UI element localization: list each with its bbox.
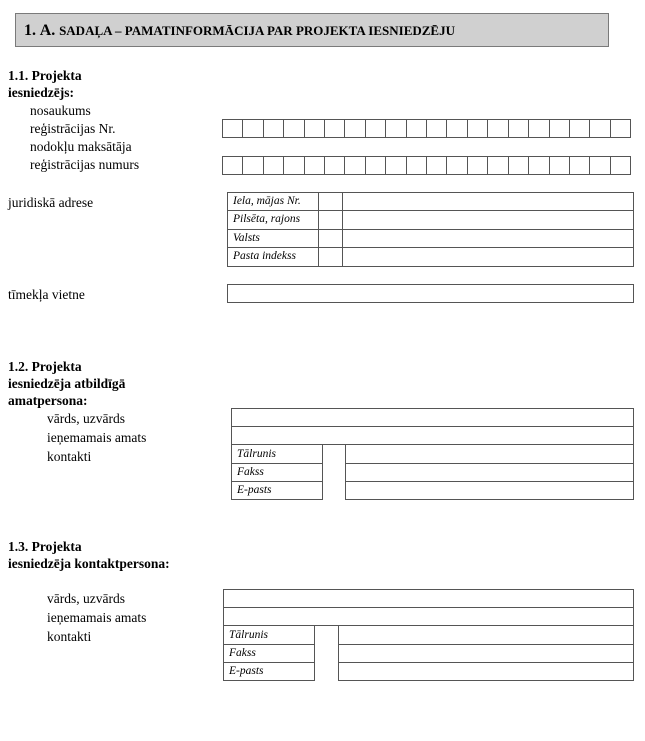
section-header-title xyxy=(24,22,455,40)
contact-row-epasts-1-3: E-pasts xyxy=(229,665,264,677)
amats-1-3-input[interactable] xyxy=(224,608,633,625)
contact-row-talrunis-1-3: Tālrunis xyxy=(229,629,268,641)
section-header xyxy=(15,13,609,47)
contact-row-epasts-1-2: E-pasts xyxy=(237,484,272,496)
address-iela-input[interactable] xyxy=(343,193,633,210)
header-title: SADAĻA – PAMATINFORMĀCIJA PAR PROJEKTA IESNIEDZĒJU xyxy=(59,23,455,38)
address-row-iela: Iela, mājas Nr. xyxy=(233,195,301,207)
section-1-1-heading-line2: iesniedzējs: xyxy=(8,85,74,100)
label-kontakti-1-3: kontakti xyxy=(47,629,92,644)
talrunis-1-3-input[interactable] xyxy=(339,626,633,644)
label-timekla-vietne: tīmekļa vietne xyxy=(8,287,85,302)
label-vards-uzvards-1-3: vārds, uzvārds xyxy=(47,591,125,606)
reg-nr-char-grid[interactable] xyxy=(222,119,631,138)
contact-row-fakss-1-2: Fakss xyxy=(237,466,264,478)
contact-row-fakss-1-3: Fakss xyxy=(229,647,256,659)
amats-1-2-input[interactable] xyxy=(232,427,633,444)
label-nodoklu-line2: reģistrācijas numurs xyxy=(30,157,140,172)
label-amats-1-2: ieņemamais amats xyxy=(47,430,147,445)
tax-nr-char-grid[interactable] xyxy=(222,156,631,175)
epasts-1-2-input[interactable] xyxy=(346,482,633,499)
fakss-1-2-input[interactable] xyxy=(346,464,633,481)
label-reg-nr: reģistrācijas Nr. xyxy=(30,121,116,136)
label-nodoklu-line1: nodokļu maksātāja xyxy=(30,139,132,154)
epasts-1-3-input[interactable] xyxy=(339,663,633,680)
section-1-3-heading-line1: 1.3. Projekta xyxy=(8,539,82,554)
header-letter: A. xyxy=(39,22,56,39)
website-input[interactable] xyxy=(227,284,634,303)
contact-row-talrunis-1-2: Tālrunis xyxy=(237,448,276,460)
label-kontakti-1-2: kontakti xyxy=(47,449,92,464)
fakss-1-3-input[interactable] xyxy=(339,645,633,662)
label-nosaukums: nosaukums xyxy=(30,103,91,118)
talrunis-1-2-input[interactable] xyxy=(346,445,633,463)
section-1-2-heading-line2: iesniedzēja atbildīgā xyxy=(8,376,126,391)
address-pilseta-input[interactable] xyxy=(343,211,633,229)
label-amats-1-3: ieņemamais amats xyxy=(47,610,147,625)
section-1-2-heading-line1: 1.2. Projekta xyxy=(8,359,82,374)
address-pasta-indekss-input[interactable] xyxy=(343,248,633,266)
label-vards-uzvards-1-2: vārds, uzvārds xyxy=(47,411,125,426)
section-1-2-heading-line3: amatpersona: xyxy=(8,393,88,408)
section-1-1-heading-line1: 1.1. Projekta xyxy=(8,68,82,83)
address-row-valsts: Valsts xyxy=(233,232,260,244)
header-number: 1. xyxy=(24,22,36,39)
label-juridiska-adrese: juridiskā adrese xyxy=(8,195,94,210)
vards-uzvards-1-3-input[interactable] xyxy=(224,590,633,607)
address-row-pasta-indekss: Pasta indekss xyxy=(233,250,296,262)
vards-uzvards-1-2-input[interactable] xyxy=(232,409,633,426)
section-1-3-heading-line2: iesniedzēja kontaktpersona: xyxy=(8,556,170,571)
address-valsts-input[interactable] xyxy=(343,230,633,247)
address-row-pilseta: Pilsēta, rajons xyxy=(233,213,301,225)
